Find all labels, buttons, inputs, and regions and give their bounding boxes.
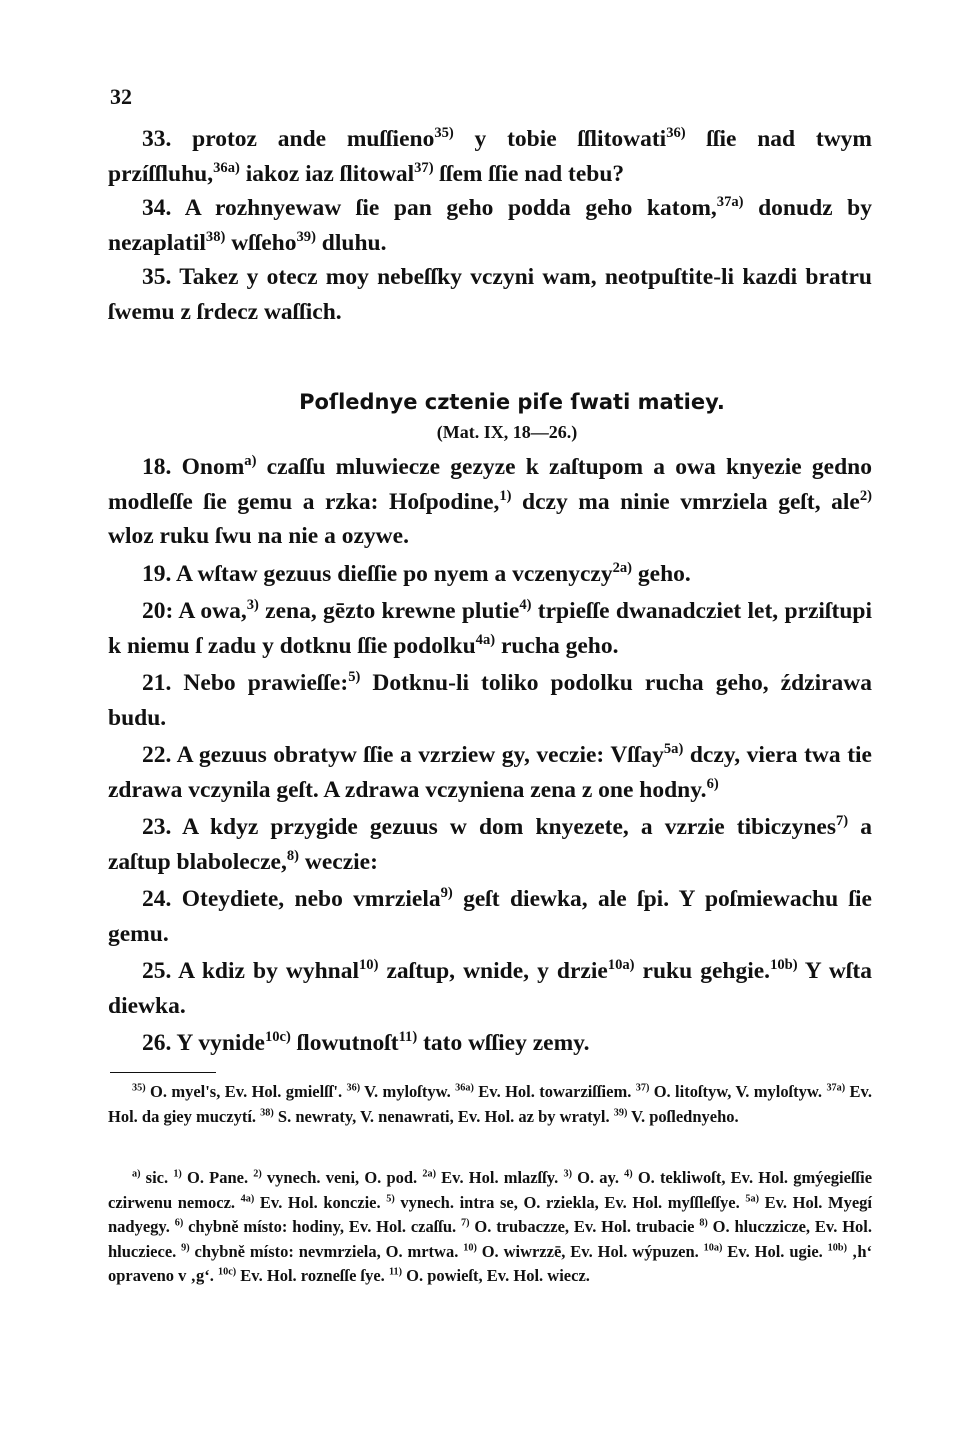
footnote-paragraph <box>108 1166 872 1289</box>
footnote-number: 2) <box>253 1168 262 1180</box>
footnote-marker: 7) <box>836 813 849 830</box>
footnote-number: 7) <box>461 1217 470 1229</box>
page-number: 32 <box>110 84 132 109</box>
footnote-text: Ev. Hol. mlazſſy. <box>435 1168 559 1187</box>
footnote-number: 37) <box>635 1082 650 1094</box>
verse-19 <box>108 557 872 592</box>
footnote-number: 36a) <box>455 1082 474 1094</box>
verse-text: 18. Onom <box>142 454 245 480</box>
footnote-marker: 2) <box>859 487 872 504</box>
verse-text: 24. Oteydiete, nebo vmrziela <box>142 886 441 912</box>
footnote-marker: 8) <box>286 847 299 864</box>
footnote-text: vynech. veni, O. pod. <box>261 1168 418 1187</box>
footnote-text: O. powieſt, Ev. Hol. wiecz. <box>402 1266 590 1285</box>
footnote-marker: 5a) <box>663 741 684 758</box>
footnote-number: 3) <box>563 1168 572 1180</box>
verse-23 <box>108 810 872 879</box>
footnote-paragraph <box>108 1080 872 1129</box>
footnote-text: S. newraty, V. nenawrati, Ev. Hol. az by wratyl. <box>273 1106 610 1126</box>
footnote-number: 35) <box>132 1082 146 1094</box>
footnote-text: V. myloſtyw. <box>360 1082 451 1101</box>
verse-26 <box>108 1026 872 1061</box>
verse-text: 34. A rozhnyewaw ſie pan geho podda geho katom, <box>142 195 717 221</box>
verse-text: ſſem ſſie nad tebu? <box>433 160 625 187</box>
footnote-text: O. myel's, Ev. Hol. gmielſſ'. <box>145 1082 343 1101</box>
verse-21 <box>108 666 872 735</box>
footnote-text: Ev. Hol. towarziſſiem. <box>473 1082 632 1101</box>
footnote-number: 4a) <box>240 1193 255 1204</box>
footnote-marker: 9) <box>440 885 453 902</box>
footnote-text: O. trubaczze, Ev. Hol. trubacie <box>469 1217 695 1236</box>
footnotes-block-2 <box>108 1166 872 1289</box>
footnote-text: Ev. Hol. Myegí nadyegy. <box>108 1192 873 1236</box>
verse-text: geho. <box>632 560 691 587</box>
footnotes-block-1 <box>108 1080 872 1129</box>
verse-text: donudz by nezaplatil <box>108 195 873 256</box>
footnote-text: O. wiwrzzē, Ev. Hol. wýpuzen. <box>476 1241 699 1261</box>
verse-text: 20: A owa, <box>142 598 247 624</box>
verse-22 <box>108 738 872 807</box>
verse-text: Dotknu-li toliko podolku rucha geho, ździrawa budu. <box>108 670 872 731</box>
footnote-number: 10b) <box>827 1242 847 1253</box>
verse-text: 19. A wſtaw gezuus dieſſie po nyem a vczenyczy <box>142 560 613 587</box>
footnote-marker: 37) <box>414 159 434 176</box>
verse-35 <box>108 260 872 329</box>
footnote-marker: 6) <box>706 775 719 792</box>
footnote-marker: 37a) <box>716 194 744 211</box>
verse-text: y tobie ſſlitowati <box>453 126 667 152</box>
footnote-text: O. Pane. <box>181 1168 249 1187</box>
footnote-marker: 4a) <box>475 631 496 648</box>
verse-text: a zaſtup blabolecze, <box>108 814 872 875</box>
verse-text: zaſtup, wnide, y drzie <box>378 958 608 984</box>
footnote-marker: 11) <box>398 1029 418 1046</box>
footnote-text: O. litoſtyw, V. myloſtyw. <box>649 1082 823 1101</box>
footnote-divider <box>110 1072 216 1073</box>
verse-text: ruku gehgie. <box>634 958 771 984</box>
verse-text: wſſeho <box>225 229 297 256</box>
footnote-text: O. hluczzicze, Ev. Hol. hlucziece. <box>108 1217 873 1261</box>
footnote-text: chybně místo: nevmrziela, O. mrtwa. <box>189 1241 459 1261</box>
footnote-marker: 10) <box>359 957 379 974</box>
verse-text: iakoz iaz ſlitowal <box>239 160 415 187</box>
footnote-text: Ev. Hol. konczie. <box>254 1192 381 1212</box>
footnote-marker: 10c) <box>264 1029 291 1046</box>
footnote-text: V. poſlednyeho. <box>627 1106 739 1126</box>
verse-text: 26. Y vynide <box>142 1030 265 1056</box>
footnote-text: sic. <box>140 1168 169 1187</box>
verse-text: 33. protoz ande muſſieno <box>142 126 435 152</box>
verse-text: zena, gēzto krewne plutie <box>258 598 520 624</box>
footnote-number: 39) <box>613 1107 628 1118</box>
footnote-marker: 38) <box>205 228 226 245</box>
footnote-number: 5a) <box>745 1193 759 1204</box>
verse-24 <box>108 882 872 951</box>
footnote-marker: a) <box>244 453 257 470</box>
footnote-number: 36) <box>346 1082 361 1094</box>
footnote-number: 1) <box>173 1168 182 1180</box>
verse-text: dczy ma ninie vmrziela geſt, ale <box>511 488 860 515</box>
footnote-number: 37a) <box>826 1082 846 1094</box>
footnote-number: a) <box>132 1168 141 1180</box>
footnote-number: 8) <box>699 1217 708 1229</box>
verse-text: dluhu. <box>315 229 387 256</box>
verse-text: ſlowutnoſt <box>290 1030 399 1056</box>
footnote-number: 10a) <box>703 1242 723 1253</box>
footnote-number: 9) <box>181 1242 190 1253</box>
footnote-text: ‚h‘ opraveno v ‚g‘. <box>108 1241 873 1285</box>
section-gap <box>108 329 872 387</box>
verse-text: ſſie nad twym przíſſluhu, <box>108 126 872 187</box>
footnote-marker: 5) <box>348 669 361 686</box>
verse-18 <box>108 450 872 554</box>
verse-text: trpieſſe dwanadcziet let, prziſtupi k niemu ſ zadu y dotknu ſſie podolku <box>108 598 872 659</box>
footnote-number: 4) <box>624 1168 633 1180</box>
verse-text: geſt diewka, ale ſpi. Y poſmiewachu ſie gemu. <box>108 886 872 947</box>
footnote-marker: 10a) <box>607 957 635 974</box>
footnote-marker: 4) <box>519 597 532 614</box>
footnote-marker: 35) <box>434 125 454 142</box>
verse-text: dczy, viera twa tie zdrawa vczynila geſt. A zdrawa vczyniena zena z one hodny. <box>108 742 872 803</box>
footnote-text: vynech. intra se, O. rziekla, Ev. Hol. myſſleſſye. <box>394 1192 740 1212</box>
footnote-number: 11) <box>388 1266 402 1278</box>
verse-text: rucha geho. <box>495 632 619 659</box>
main-text <box>108 122 872 1061</box>
footnote-text: chybně místo: hodiny, Ev. Hol. czaſſu. <box>183 1217 457 1236</box>
footnote-number: 38) <box>260 1107 274 1118</box>
footnote-text: Ev. Hol. rozneſſe ſye. <box>236 1266 385 1285</box>
verse-text: Y wſta diewka. <box>108 958 872 1019</box>
verse-33 <box>108 122 872 191</box>
footnote-text: O. ay. <box>571 1168 619 1187</box>
verse-text: 21. Nebo prawieſſe: <box>142 670 349 696</box>
verse-34 <box>108 191 872 260</box>
verse-text: wloz ruku ſwu na nie a ozywe. <box>108 523 409 549</box>
footnote-marker: 36) <box>666 125 686 142</box>
verse-20 <box>108 594 872 663</box>
verse-text: 35. Takez y otecz moy nebeſſky vczyni wam, neotpuſtite-li kazdi bratru ſwemu z ſrdecz waſſich. <box>108 264 872 325</box>
footnote-marker: 39) <box>296 228 316 245</box>
verse-text: 22. A gezuus obratyw ſſie a vzrziew gy, veczie: Vſſay <box>142 742 664 768</box>
footnote-number: 6) <box>174 1217 184 1229</box>
footnote-marker: 10b) <box>770 957 798 974</box>
footnote-text: Ev. Hol. da giey muczytí. <box>108 1082 873 1126</box>
footnote-marker: 36a) <box>213 159 240 176</box>
footnote-number: 5) <box>386 1193 395 1204</box>
footnote-text: Ev. Hol. ugie. <box>722 1241 823 1261</box>
verse-text: 23. A kdyz przygide gezuus w dom knyezete, a vzrzie tibiczynes <box>142 814 837 840</box>
verse-text: 25. A kdiz by wyhnal <box>142 958 360 984</box>
scripture-reference: (Mat. IX, 18—26.) <box>436 422 578 442</box>
footnote-number: 10) <box>463 1242 477 1253</box>
section-heading: Poſlednye cztenie piſe ſwati matiey. <box>299 390 725 414</box>
verse-text: tato wſſiey zemy. <box>417 1030 590 1056</box>
footnote-marker: 1) <box>499 487 512 504</box>
verse-text: czaſſu mluwiecze gezyze k zaſtupom a owa knyezie gedno modleſſe ſie gemu a rzka: Hoſpodine, <box>108 454 872 515</box>
footnote-number: 10c) <box>218 1266 237 1278</box>
footnote-number: 2a) <box>422 1168 436 1180</box>
footnote-text: O. tekliwoſt, Ev. Hol. gmýegieſſie czirwenu nemocz. <box>108 1168 873 1212</box>
verse-text: weczie: <box>298 848 378 875</box>
footnote-marker: 3) <box>246 597 259 614</box>
verse-25 <box>108 954 872 1023</box>
footnote-marker: 2a) <box>612 559 633 576</box>
